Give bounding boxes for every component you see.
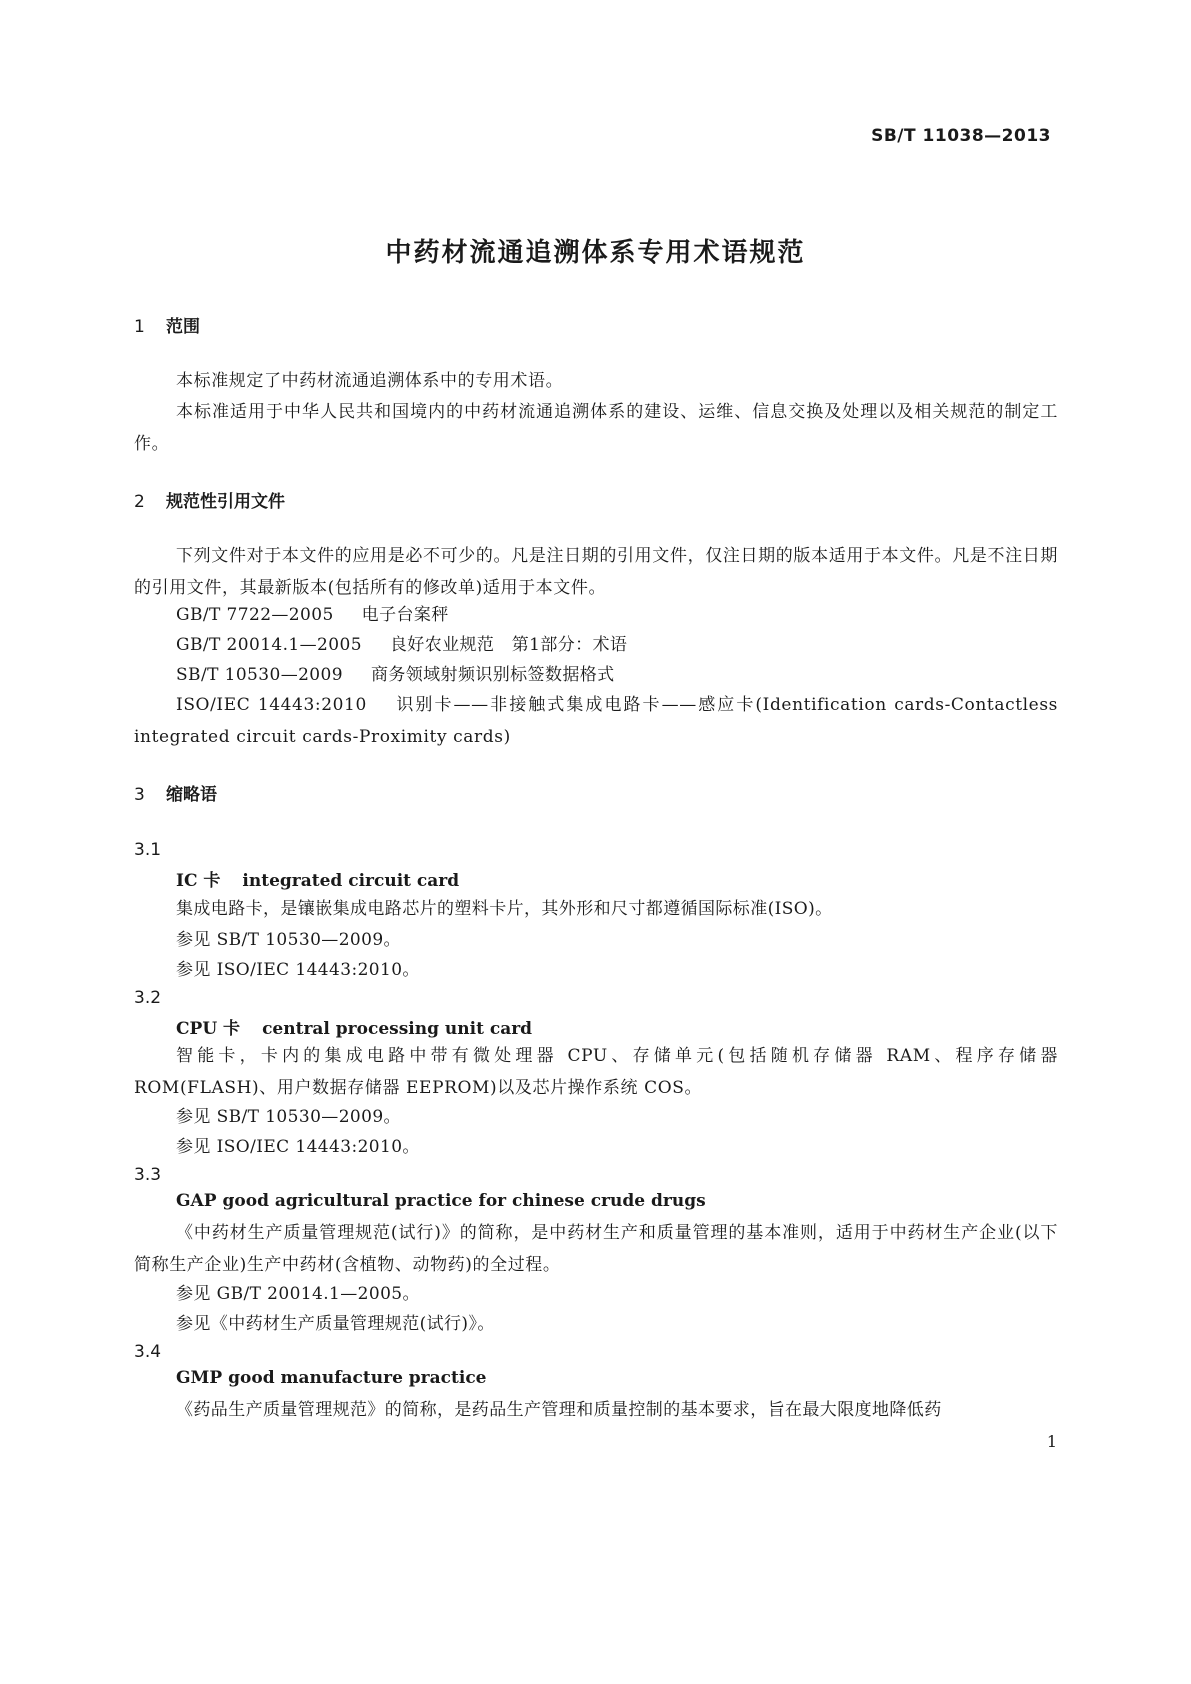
scope-paragraph-1: 本标准规定了中药材流通追溯体系中的专用术语。 (176, 371, 564, 391)
term-abbreviation: CPU 卡 (176, 1019, 241, 1039)
term-definition: 《中药材生产质量管理规范(试行)》的简称，是中药材生产和质量管理的基本准则，适用于中药材生产企业(以下简称生产企业)生产中药材(含植物、动物药)的全过程。 (134, 1223, 1058, 1275)
reference-item (176, 660, 1058, 692)
reference-title: 电子台案秤 (361, 605, 449, 625)
section-heading-scope (134, 312, 200, 337)
term-see-also: 参见 GB/T 20014.1—2005。 (176, 1284, 420, 1304)
term-definition: 集成电路卡，是镶嵌集成电路芯片的塑料卡片，其外形和尺寸都遵循国际标准(ISO)。 (176, 899, 833, 919)
reference-code: ISO/IEC 14443:2010 (176, 695, 367, 715)
section-title: 规范性引用文件 (166, 492, 285, 512)
term-english: good agricultural practice for chinese crude drugs (222, 1191, 706, 1211)
scope-paragraph-2: 本标准适用于中华人民共和国境内的中药材流通追溯体系的建设、运维、信息交换及处理以及相关规范的制定工作。 (134, 402, 1058, 454)
term-abbreviation: IC 卡 (176, 871, 221, 891)
term-number: 3.1 (134, 840, 162, 860)
term-number: 3.4 (134, 1342, 162, 1362)
section-number: 3 (134, 785, 145, 805)
term-see-also: 参见 ISO/IEC 14443:2010。 (176, 1137, 420, 1157)
term-number: 3.3 (134, 1165, 162, 1185)
references-intro-paragraph: 下列文件对于本文件的应用是必不可少的。凡是注日期的引用文件，仅注日期的版本适用于本文件。凡是不注日期的引用文件，其最新版本(包括所有的修改单)适用于本文件。 (134, 546, 1058, 598)
term-definition: 《药品生产质量管理规范》的简称，是药品生产管理和质量控制的基本要求，旨在最大限度地降低药 (176, 1400, 942, 1420)
section-heading-normative-references (134, 487, 285, 512)
document-title: 中药材流通追溯体系专用术语规范 (385, 238, 806, 268)
term-title (176, 1368, 487, 1388)
section-title: 缩略语 (166, 785, 217, 805)
reference-title: 商务领域射频识别标签数据格式 (370, 665, 615, 685)
term-definition: 智能卡，卡内的集成电路中带有微处理器 CPU、存储单元(包括随机存储器 RAM、程序存储器 ROM(FLASH)、用户数据存储器 EEPROM)以及芯片操作系统 COS。 (134, 1046, 1058, 1098)
term-see-also: 参见 ISO/IEC 14443:2010。 (176, 960, 420, 980)
reference-title: 识别卡——非接触式集成电路卡——感应卡(Identification cards-Contactless integrated circuit cards-Proximity cards) (134, 695, 1058, 747)
term-title (176, 866, 459, 891)
term-title (176, 1191, 706, 1211)
term-see-also: 参见《中药材生产质量管理规范(试行)》。 (176, 1314, 495, 1334)
term-english: integrated circuit card (242, 871, 460, 891)
section-number: 2 (134, 492, 145, 512)
reference-title: 良好农业规范 第1部分：术语 (389, 635, 628, 655)
term-title (176, 1014, 532, 1039)
section-number: 1 (134, 317, 145, 337)
reference-item (176, 600, 1058, 632)
reference-code: GB/T 20014.1—2005 (176, 635, 362, 655)
term-english: good manufacture practice (228, 1368, 487, 1388)
term-abbreviation: GAP (176, 1191, 217, 1211)
reference-item (176, 630, 1058, 662)
section-title: 范围 (166, 317, 200, 337)
term-english: central processing unit card (262, 1019, 533, 1039)
reference-code: SB/T 10530—2009 (176, 665, 343, 685)
term-abbreviation: GMP (176, 1368, 223, 1388)
standard-code: SB/T 11038—2013 (871, 126, 1051, 146)
term-see-also: 参见 SB/T 10530—2009。 (176, 1107, 401, 1127)
reference-item-iso (134, 690, 1058, 753)
term-see-also: 参见 SB/T 10530—2009。 (176, 930, 401, 950)
reference-code: GB/T 7722—2005 (176, 605, 334, 625)
page-number: 1 (1046, 1432, 1057, 1451)
section-heading-abbreviations (134, 780, 217, 805)
term-number: 3.2 (134, 988, 162, 1008)
